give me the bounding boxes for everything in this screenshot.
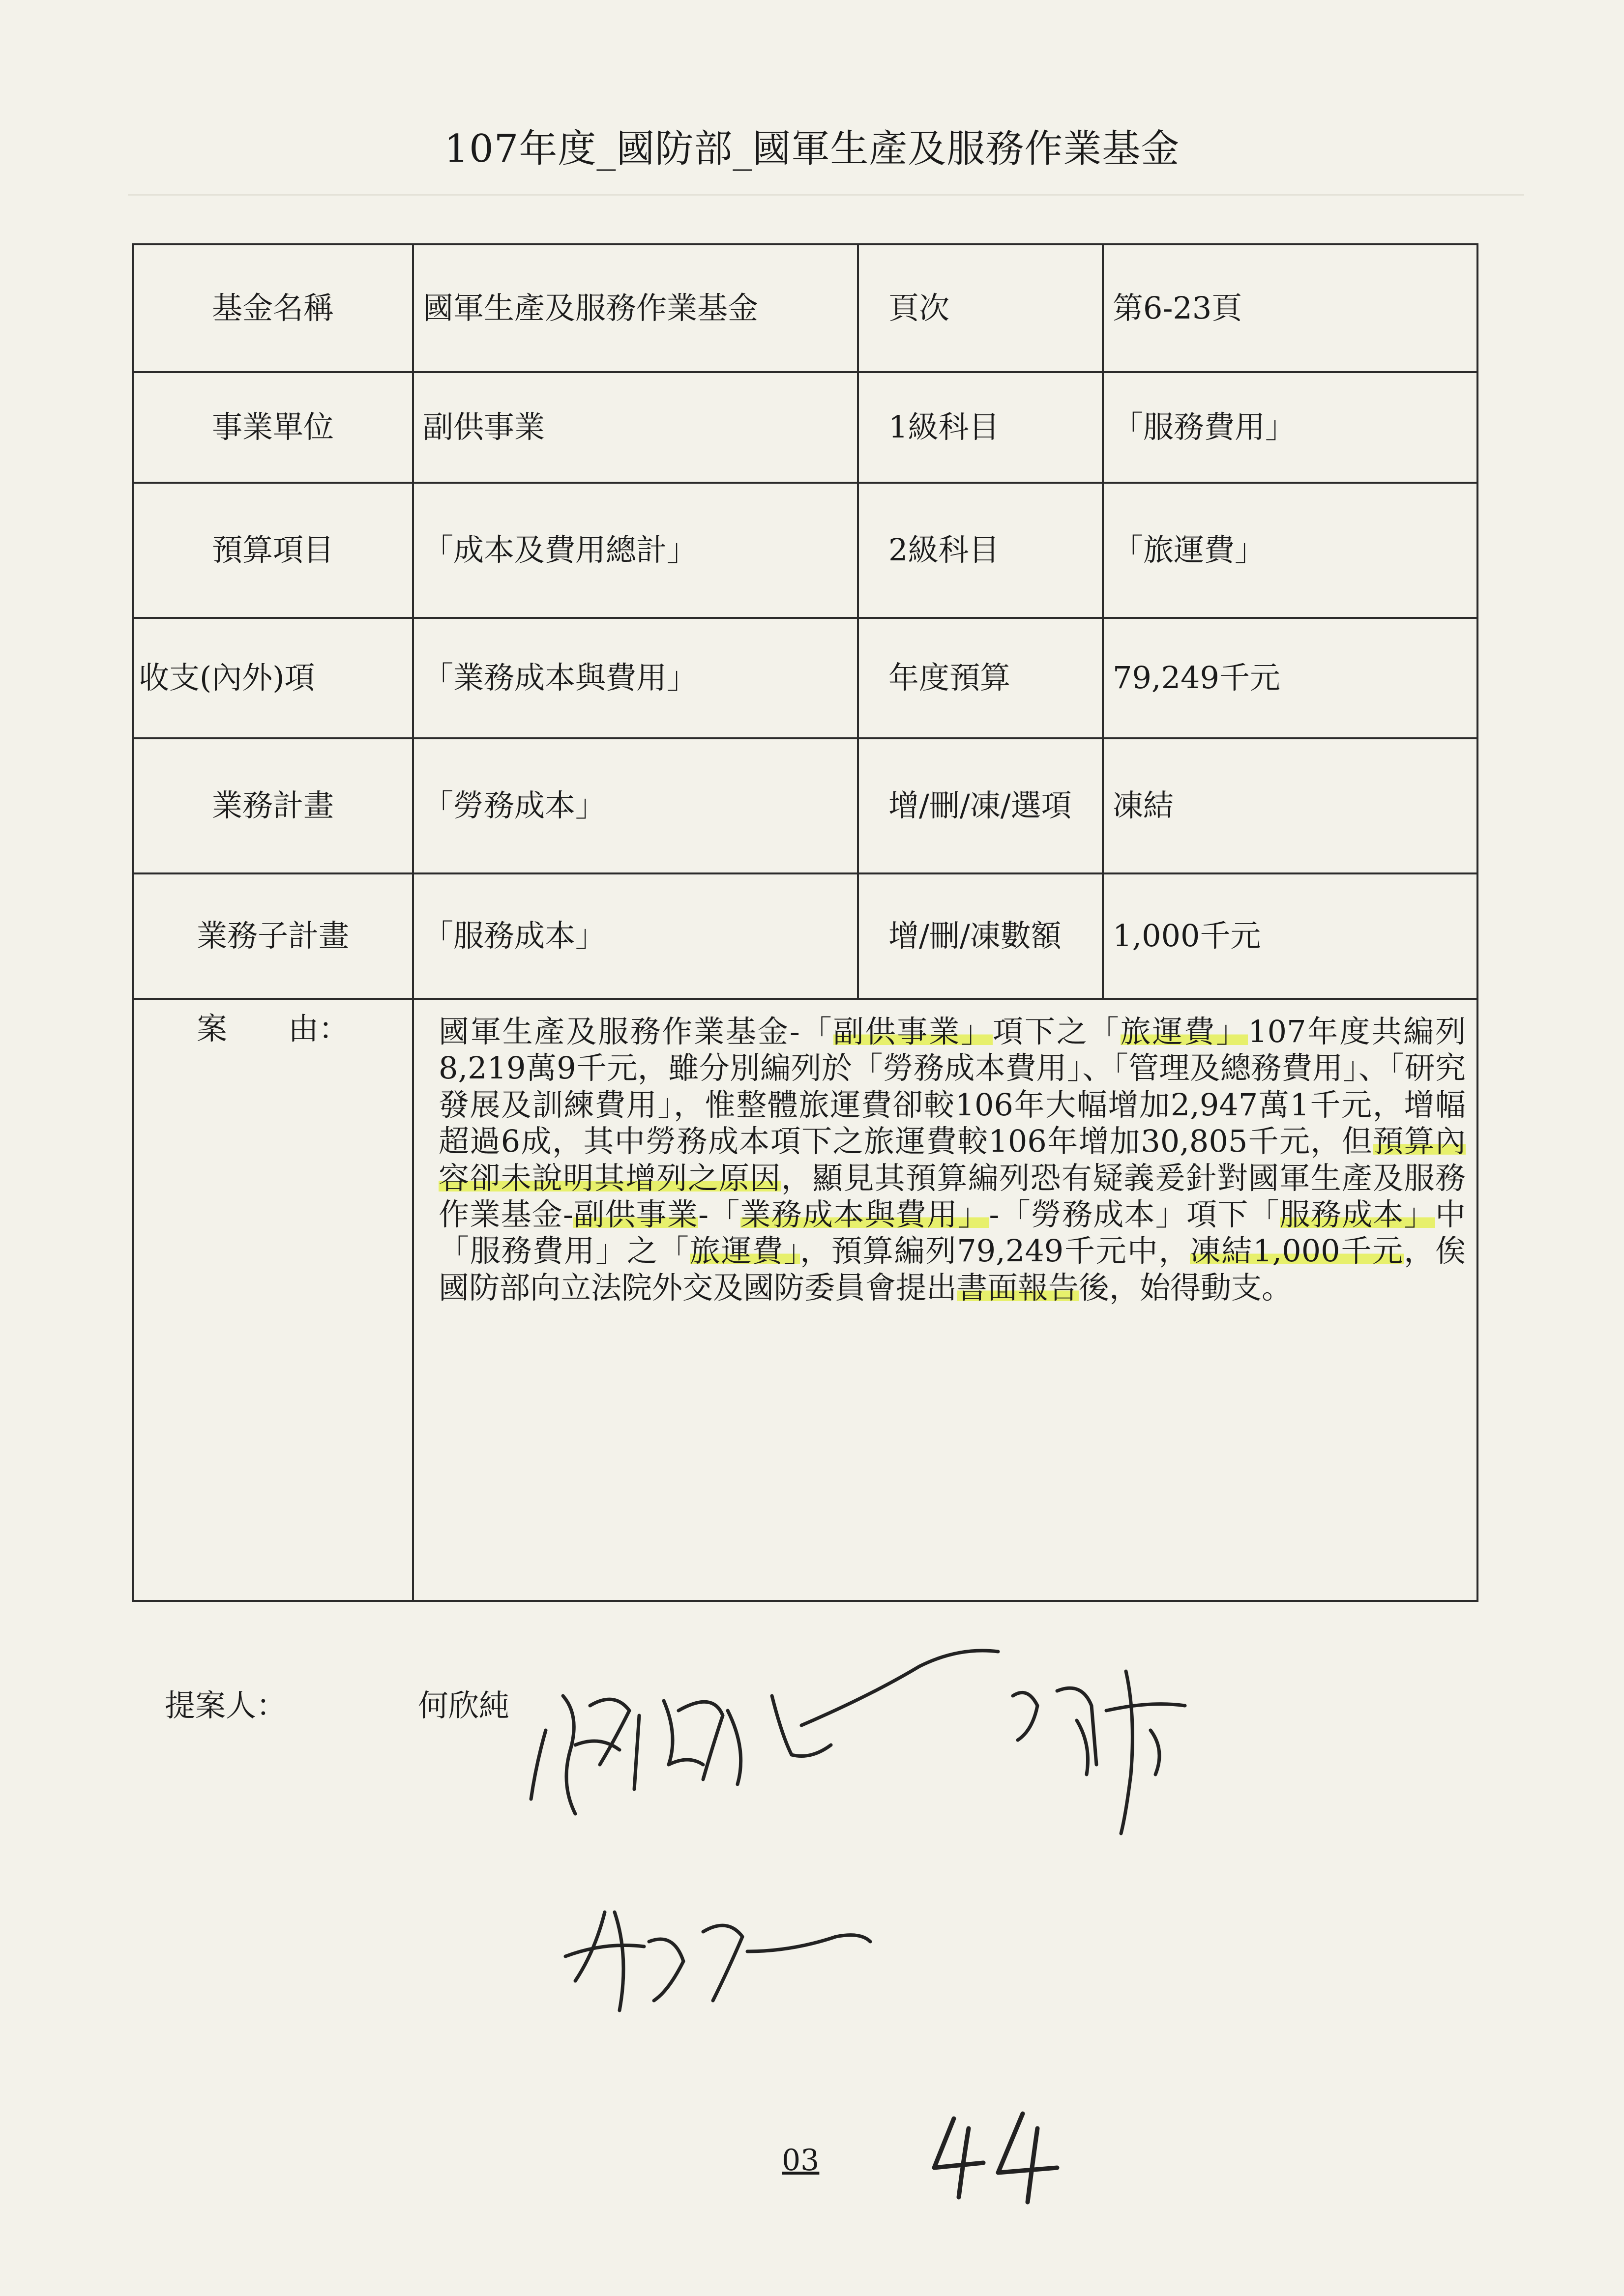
reason-text-segment: ，預算編列79,249千元中，: [800, 1233, 1190, 1269]
table-row: [133, 618, 1477, 738]
highlighted-text: 凍結1,000千元: [1190, 1233, 1404, 1269]
income-expense-value: 「業務成本與費用」: [413, 618, 858, 738]
business-unit-value: 副供事業: [413, 372, 858, 483]
budget-item-value: 「成本及費用總計」: [413, 483, 858, 618]
sub-plan-value: 「服務成本」: [413, 873, 858, 999]
table-row: [133, 738, 1477, 873]
action-amount-value: 1,000千元: [1103, 873, 1477, 999]
highlighted-text: 書面報告: [957, 1269, 1079, 1306]
reason-text-segment: 項下之「: [993, 1014, 1121, 1049]
page-number: 03: [782, 2143, 820, 2178]
reason-label: 案 由：: [133, 999, 413, 1601]
highlighted-text: 旅運費」: [689, 1233, 800, 1269]
header-divider: [128, 194, 1524, 196]
budget-item-label: 預算項目: [133, 483, 413, 618]
highlighted-text: 預算內容卻未說明其增列之原因: [439, 1123, 1466, 1196]
fund-name-label: 基金名稱: [133, 244, 413, 372]
reason-text-segment: -「: [698, 1196, 740, 1232]
reason-text-segment: ，顯見其預算編列恐有疑義爰針對國軍生產及服務作業基金-: [439, 1160, 1466, 1232]
action-option-label: 增/刪/凍/選項: [858, 738, 1103, 873]
handwritten-page-number: [924, 2099, 1072, 2207]
reason-text-segment: 後，始得動支。: [1079, 1269, 1293, 1306]
level2-account-label: 2級科目: [858, 483, 1103, 618]
proposer-label: 提案人：: [165, 1687, 287, 1723]
table-row: [133, 483, 1477, 618]
reason-text-segment: ，俟國防部向立法院外交及國防委員會提出: [439, 1233, 1466, 1306]
action-option-value: 凍結: [1103, 738, 1477, 873]
level1-account-label: 1級科目: [858, 372, 1103, 483]
reason-text-segment: -「勞務成本」項下「: [989, 1196, 1280, 1232]
level1-account-value: 「服務費用」: [1103, 372, 1477, 483]
page-ref-value: 第6-23頁: [1103, 244, 1477, 372]
table-row: [133, 999, 1477, 1601]
annual-budget-value: 79,249千元: [1103, 618, 1477, 738]
reason-text-segment: 國軍生產及服務作業基金-「: [439, 1014, 833, 1049]
reason-text: [413, 999, 1477, 1601]
highlighted-text: 旅運費」: [1120, 1014, 1248, 1049]
highlighted-text: 副供事業」: [833, 1014, 993, 1049]
table-row: [133, 244, 1477, 372]
action-amount-label: 增/刪/凍數額: [858, 873, 1103, 999]
reason-text-segment: 中「服務費用」之「: [439, 1196, 1466, 1269]
level2-account-value: 「旅運費」: [1103, 483, 1477, 618]
table-row: [133, 873, 1477, 999]
business-unit-label: 事業單位: [133, 372, 413, 483]
sub-plan-label: 業務子計畫: [133, 873, 413, 999]
highlighted-text: 服務成本」: [1279, 1196, 1435, 1232]
table-row: [133, 372, 1477, 483]
handwritten-signatures: [516, 1637, 1377, 2069]
highlighted-text: 副供事業: [573, 1196, 699, 1232]
page-ref-label: 頁次: [858, 244, 1103, 372]
business-plan-label: 業務計畫: [133, 738, 413, 873]
annual-budget-label: 年度預算: [858, 618, 1103, 738]
highlighted-text: 業務成本與費用」: [740, 1196, 989, 1232]
page-title: 107年度_國防部_國軍生產及服務作業基金: [444, 127, 1180, 171]
business-plan-value: 「勞務成本」: [413, 738, 858, 873]
reason-text-segment: 107年度共編列8,219萬9千元，雖分別編列於「勞務成本費用」、「管理及總務費用」、「研究發展及訓練費用」，惟整體旅運費卻較106年大幅增加2,947萬1千元，增幅超過6成，其中勞務成本項下之旅運費較106年增加30,805千元，但: [439, 1014, 1466, 1160]
proposal-form-table: [132, 243, 1478, 1602]
fund-name-value: 國軍生產及服務作業基金: [413, 244, 858, 372]
income-expense-label: 收支(內外)項: [133, 618, 413, 738]
proposer-name: 何欣純: [418, 1687, 510, 1723]
